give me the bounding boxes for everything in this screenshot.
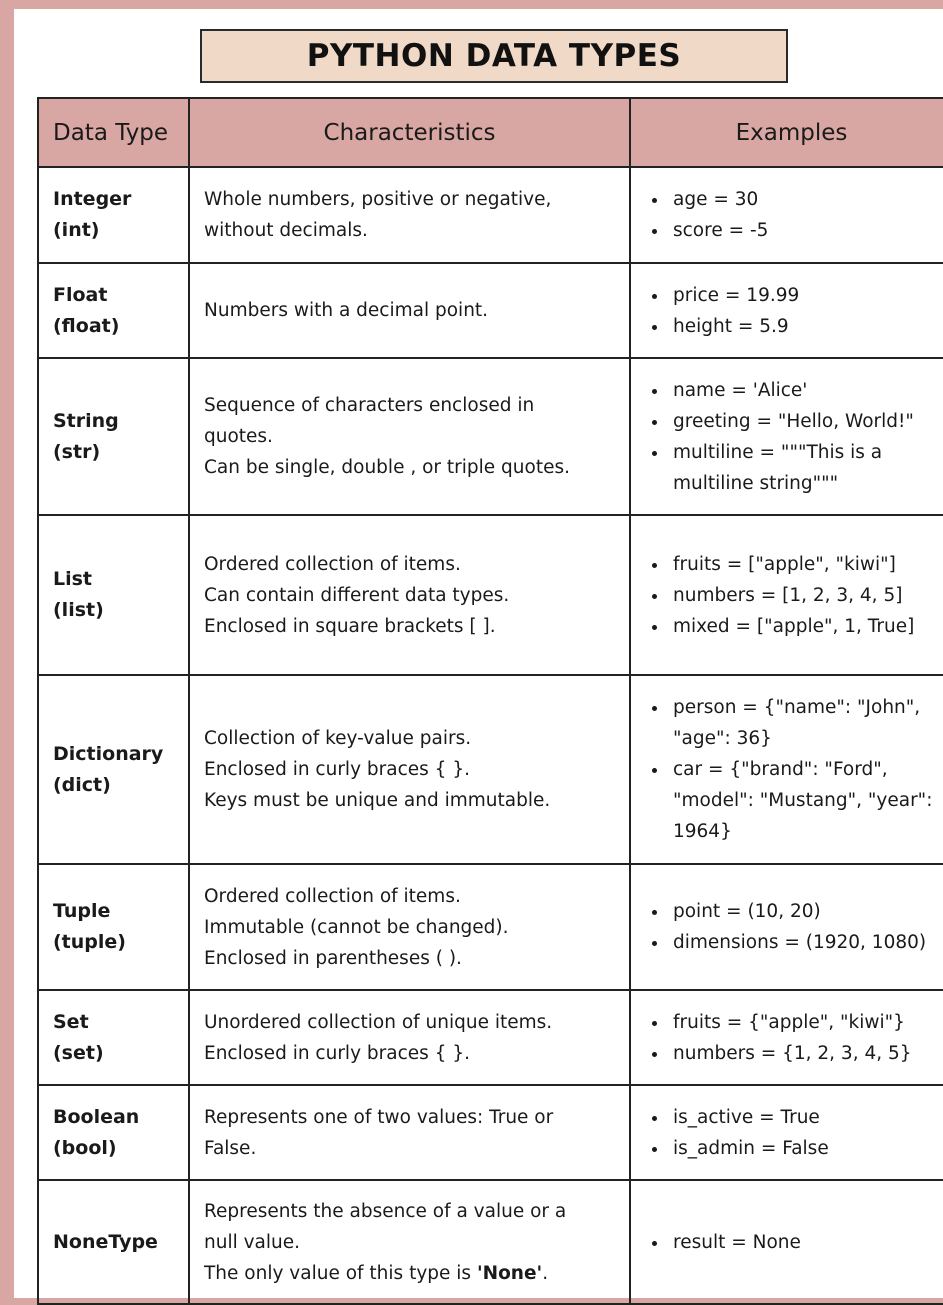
table-row (38, 167, 943, 263)
type-cell (38, 515, 189, 675)
type-name: Set (53, 1010, 89, 1033)
characteristic-line: Enclosed in curly braces { }. (204, 759, 470, 780)
characteristic-line: Numbers with a decimal point. (204, 300, 489, 321)
examples-cell (630, 358, 943, 515)
type-short: (list) (53, 599, 104, 621)
characteristics-cell (189, 990, 630, 1085)
type-cell (38, 358, 189, 515)
example-item: • price = 19.99 (669, 280, 938, 311)
type-cell (38, 1180, 189, 1304)
example-item: • dimensions = (1920, 1080) (669, 927, 938, 958)
characteristics-cell (189, 167, 630, 263)
table-row (38, 358, 943, 515)
table-row (38, 515, 943, 675)
type-short: (set) (53, 1041, 104, 1064)
page-title: PYTHON DATA TYPES (306, 38, 682, 74)
none-prefix: The only value of this type is (204, 1262, 477, 1284)
characteristics-cell (189, 358, 630, 515)
type-name: String (53, 409, 119, 432)
characteristic-line: without decimals. (204, 220, 368, 241)
table-row (38, 1180, 943, 1304)
characteristics-cell (189, 675, 630, 864)
type-cell (38, 263, 189, 358)
characteristic-line: Represents one of two values: True or (204, 1106, 554, 1128)
example-item: • age = 30 (669, 184, 938, 215)
type-name: NoneType (53, 1230, 158, 1253)
type-short: (tuple) (53, 931, 126, 953)
type-short: (str) (53, 440, 101, 463)
characteristic-line: Immutable (cannot be changed). (204, 916, 509, 938)
type-short: (bool) (53, 1136, 117, 1159)
table-row (38, 1085, 943, 1180)
example-item: • point = (10, 20) (669, 896, 938, 927)
characteristic-line: Unordered collection of unique items. (204, 1011, 553, 1033)
table-row (38, 675, 943, 864)
characteristic-line: Ordered collection of items. (204, 885, 461, 907)
characteristic-line: Can contain different data types. (204, 584, 510, 606)
characteristic-line: Ordered collection of items. (204, 553, 461, 575)
characteristic-line: Collection of key-value pairs. (204, 728, 472, 749)
characteristic-line: Represents the absence of a value or a (204, 1200, 567, 1222)
table-row (38, 263, 943, 358)
example-item: • person = {"name": "John", "age": 36} (669, 692, 938, 754)
type-name: Integer (53, 188, 132, 210)
header-row (38, 98, 943, 167)
none-keyword: 'None' (476, 1262, 543, 1284)
example-item: • numbers = [1, 2, 3, 4, 5] (669, 580, 938, 611)
type-cell (38, 167, 189, 263)
example-item: • height = 5.9 (669, 311, 938, 342)
page (14, 9, 943, 1298)
examples-cell (630, 167, 943, 263)
type-cell (38, 1085, 189, 1180)
example-item: • car = {"brand": "Ford", "model": "Mustang", "year": 1964} (669, 754, 938, 847)
table-row (38, 990, 943, 1085)
example-item: • mixed = ["apple", 1, True] (669, 611, 938, 642)
header-examples: Examples (630, 98, 943, 167)
type-cell (38, 675, 189, 864)
type-cell (38, 864, 189, 990)
header-characteristics: Characteristics (189, 98, 630, 167)
example-item: • is_admin = False (669, 1133, 938, 1164)
characteristics-cell (189, 1180, 630, 1304)
examples-cell (630, 1085, 943, 1180)
example-item: • numbers = {1, 2, 3, 4, 5} (669, 1038, 938, 1069)
characteristic-line: Enclosed in parentheses ( ). (204, 947, 462, 969)
characteristics-cell (189, 515, 630, 675)
examples-cell (630, 864, 943, 990)
type-name: Dictionary (53, 742, 164, 765)
example-item: • score = -5 (669, 215, 938, 246)
type-name: Boolean (53, 1105, 140, 1128)
characteristic-line: Enclosed in square brackets [ ]. (204, 615, 496, 637)
examples-cell (630, 263, 943, 358)
example-item: • name = 'Alice' (669, 375, 938, 406)
characteristic-line: Can be single, double , or triple quotes. (204, 457, 570, 478)
characteristic-line: Whole numbers, positive or negative, (204, 189, 552, 210)
characteristic-line: Enclosed in curly braces { }. (204, 1042, 470, 1064)
none-suffix: . (542, 1262, 549, 1284)
examples-cell (630, 675, 943, 864)
examples-cell (630, 1180, 943, 1304)
example-item: • fruits = {"apple", "kiwi"} (669, 1007, 938, 1038)
type-name: List (53, 568, 93, 590)
examples-cell (630, 990, 943, 1085)
data-types-table (37, 97, 943, 1305)
characteristic-line (204, 1258, 615, 1289)
characteristic-line: Sequence of characters enclosed in (204, 395, 535, 416)
header-data-type: Data Type (38, 98, 189, 167)
characteristic-line: quotes. (204, 426, 273, 447)
type-short: (int) (53, 219, 100, 241)
characteristics-cell (189, 864, 630, 990)
characteristic-line: Keys must be unique and immutable. (204, 790, 551, 811)
type-short: (dict) (53, 773, 111, 796)
example-item: • greeting = "Hello, World!" (669, 406, 938, 437)
title-banner (200, 29, 788, 83)
example-item: • is_active = True (669, 1102, 938, 1133)
examples-cell (630, 515, 943, 675)
example-item: • multiline = """This is a multiline string""" (669, 437, 938, 499)
type-name: Float (53, 283, 108, 306)
type-short: (float) (53, 314, 120, 337)
type-name: Tuple (53, 900, 111, 922)
characteristics-cell (189, 263, 630, 358)
characteristic-line: False. (204, 1137, 257, 1159)
characteristics-cell (189, 1085, 630, 1180)
characteristic-line: null value. (204, 1231, 301, 1253)
table-row (38, 864, 943, 990)
type-cell (38, 990, 189, 1085)
example-item: • result = None (669, 1227, 938, 1258)
example-item: • fruits = ["apple", "kiwi"] (669, 549, 938, 580)
